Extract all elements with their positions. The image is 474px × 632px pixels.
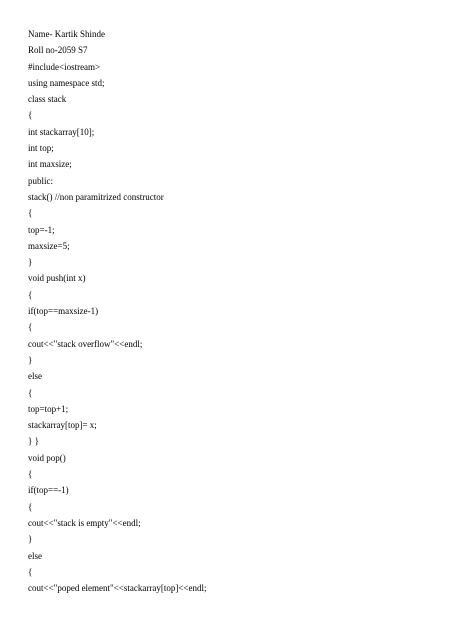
code-line: stack() //non paramitrized constructor [28, 191, 164, 202]
roll-number-line: Roll no-2059 S7 [28, 45, 88, 56]
code-line: } [28, 534, 33, 545]
code-line: { [28, 469, 33, 480]
code-line: } [28, 257, 33, 268]
code-line: maxsize=5; [28, 240, 70, 251]
code-line: { [28, 322, 33, 333]
code-line: top=top+1; [28, 403, 69, 414]
code-line: int top; [28, 143, 54, 154]
code-line: void pop() [28, 452, 66, 463]
code-line: if(top==maxsize-1) [28, 306, 99, 317]
code-line: cout<<"stack overflow"<<endl; [28, 338, 143, 349]
code-line: public: [28, 175, 53, 186]
code-line: class stack [28, 94, 67, 105]
code-line: } } [28, 436, 39, 447]
code-line: cout<<"stack is empty"<<endl; [28, 517, 141, 528]
code-line: } [28, 354, 33, 365]
code-line: { [28, 208, 33, 219]
code-line: else [28, 550, 42, 561]
document-text [28, 26, 458, 596]
code-line: if(top==-1) [28, 485, 69, 496]
code-line: using namespace std; [28, 77, 105, 88]
code-line: int maxsize; [28, 159, 72, 170]
code-line: { [28, 501, 33, 512]
code-line: else [28, 371, 42, 382]
code-line: void push(int x) [28, 273, 86, 284]
code-line: { [28, 110, 33, 121]
code-line: #include<iostream> [28, 61, 101, 72]
author-name-line: Name- Kartik Shinde [28, 29, 105, 39]
code-line: cout<<"poped element"<<stackarray[top]<<endl; [28, 583, 207, 594]
code-line: { [28, 387, 33, 398]
code-line: { [28, 566, 33, 577]
code-line: stackarray[top]= x; [28, 420, 97, 431]
code-line: top=-1; [28, 224, 55, 235]
code-line: int stackarray[10]; [28, 126, 95, 137]
code-line: { [28, 289, 33, 300]
